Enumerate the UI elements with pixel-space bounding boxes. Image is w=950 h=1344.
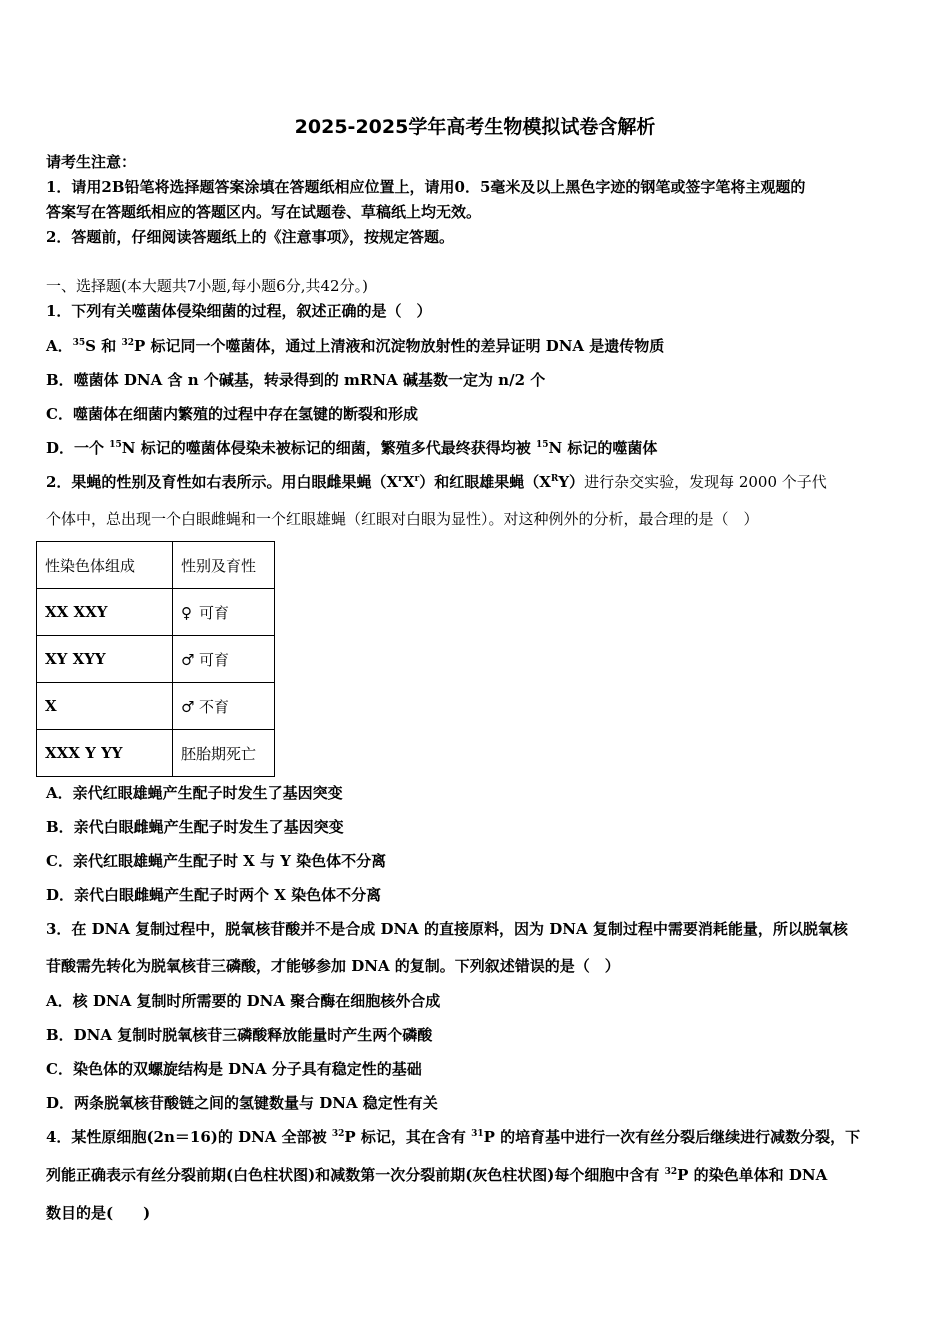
question-2-stem-b: 个体中，总出现一个白眼雌蝇和一个红眼雄蝇（红眼对白眼为显性）。对这种例外的分析，最合理的是（ ） (46, 510, 759, 528)
stem-text: ）和红眼雄果蝇（X (419, 473, 551, 491)
question-1-option-c: C．噬菌体在细菌内繁殖的过程中存在氢键的断裂和形成 (46, 405, 418, 423)
question-1-option-b: B．噬菌体 DNA 含 n 个碱基，转录得到的 mRNA 碱基数一定为 n/2 个 (46, 371, 546, 389)
question-2-option-c: C．亲代红眼雄蝇产生配子时 X 与 Y 染色体不分离 (46, 852, 387, 870)
stem-text: 进行杂交实验，发现每 2000 个子代 (584, 473, 827, 491)
option-text: N 标记的噬菌体侵染未被标记的细菌，繁殖多代最终获得均被 (121, 439, 536, 457)
question-2-option-b: B．亲代白眼雌蝇产生配子时发生了基因突变 (46, 818, 344, 836)
stem-text: Y） (558, 473, 585, 491)
superscript: 35 (72, 338, 86, 348)
genotype-cell: XY XYY (37, 636, 173, 683)
fertility-cell (173, 589, 275, 636)
stem-text: P 的染色单体和 DNA (677, 1166, 828, 1184)
stem-text: P 的培育基中进行一次有丝分裂后继续进行减数分裂，下 (483, 1128, 861, 1146)
table-header: 性染色体组成 (37, 542, 173, 589)
superscript: 32 (331, 1129, 345, 1139)
table-row (37, 589, 275, 636)
stem-text: X (402, 473, 415, 491)
superscript: 15 (535, 440, 549, 450)
question-3-stem-b: 苷酸需先转化为脱氧核苷三磷酸，才能够参加 DNA 的复制。下列叙述错误的是（ ） (46, 957, 620, 975)
superscript: R (550, 474, 559, 484)
sex-chromosome-table (36, 541, 275, 777)
table-header-row (37, 542, 275, 589)
notice-line-1b: 答案写在答题纸相应的答题区内。写在试题卷、草稿纸上均无效。 (46, 203, 482, 221)
superscript: 32 (121, 338, 134, 348)
stem-text: P 标记，其在含有 (344, 1128, 472, 1146)
fertility-text: 可育 (199, 603, 230, 622)
fertility-text: 胚胎期死亡 (181, 744, 257, 763)
notice-line-2: 2．答题前，仔细阅读答题纸上的《注意事项》，按规定答题。 (46, 228, 454, 246)
fertility-text: 可育 (199, 650, 230, 669)
question-3-option-a: A．核 DNA 复制时所需要的 DNA 聚合酶在细胞核外合成 (46, 992, 441, 1010)
male-symbol-icon: ♂ (181, 697, 195, 716)
question-4-stem-a (46, 1127, 860, 1147)
table-row (37, 730, 275, 777)
question-2-option-d: D．亲代白眼雌蝇产生配子时两个 X 染色体不分离 (46, 886, 382, 904)
superscript: 15 (109, 440, 122, 450)
page-title: 2025-2025学年高考生物模拟试卷含解析 (294, 116, 656, 138)
female-symbol-icon: ♀ (181, 603, 192, 622)
question-2-stem-a (46, 472, 827, 492)
section-heading: 一、选择题(本大题共7小题,每小题6分,共42分。) (46, 277, 368, 295)
superscript: r (414, 474, 420, 484)
superscript: 31 (471, 1129, 484, 1139)
question-3-stem-a: 3．在 DNA 复制过程中，脱氧核苷酸并不是合成 DNA 的直接原料，因为 DNA 复制过程中需要消耗能量，所以脱氧核 (46, 920, 848, 938)
option-text: N 标记的噬菌体 (548, 439, 658, 457)
fertility-cell (173, 636, 275, 683)
option-label: A． (46, 337, 73, 355)
question-3-option-d: D．两条脱氧核苷酸链之间的氢键数量与 DNA 稳定性有关 (46, 1094, 438, 1112)
table-header: 性别及育性 (173, 542, 275, 589)
notice-heading: 请考生注意： (46, 153, 137, 171)
question-1-option-d (46, 438, 657, 458)
option-text: S 和 (85, 337, 122, 355)
option-text: D．一个 (46, 439, 110, 457)
question-3-option-b: B．DNA 复制时脱氧核苷三磷酸释放能量时产生两个磷酸 (46, 1026, 433, 1044)
table-row (37, 636, 275, 683)
table-row (37, 683, 275, 730)
genotype-cell: XXX Y YY (37, 730, 173, 777)
option-text: P 标记同一个噬菌体，通过上清液和沉淀物放射性的差异证明 DNA 是遗传物质 (133, 337, 665, 355)
genotype-cell: XX XXY (37, 589, 173, 636)
stem-text: 列能正确表示有丝分裂前期(白色柱状图)和减数第一次分裂前期(灰色柱状图)每个细胞中含有 (46, 1166, 665, 1184)
question-2-option-a: A．亲代红眼雄蝇产生配子时发生了基因突变 (46, 784, 343, 802)
question-1-stem: 1．下列有关噬菌体侵染细菌的过程，叙述正确的是（ ） (46, 302, 432, 320)
question-4-stem-c: 数目的是( ) (46, 1204, 151, 1222)
genotype-cell: X (37, 683, 173, 730)
question-1-option-a (46, 336, 664, 356)
fertility-cell (173, 730, 275, 777)
notice-line-1a: 1．请用2B铅笔将选择题答案涂填在答题纸相应位置上，请用0．5毫米及以上黑色字迹的钢笔或签字笔将主观题的 (46, 178, 806, 196)
superscript: r (398, 474, 403, 484)
male-symbol-icon: ♂ (181, 650, 195, 669)
question-3-option-c: C．染色体的双螺旋结构是 DNA 分子具有稳定性的基础 (46, 1060, 422, 1078)
fertility-cell (173, 683, 275, 730)
fertility-text: 不育 (199, 697, 230, 716)
superscript: 32 (664, 1167, 678, 1177)
question-4-stem-b (46, 1165, 827, 1185)
stem-text: 4．某性原细胞(2n＝16)的 DNA 全部被 (46, 1128, 332, 1146)
stem-text: 2．果蝇的性别及育性如右表所示。用白眼雌果蝇（X (46, 473, 399, 491)
